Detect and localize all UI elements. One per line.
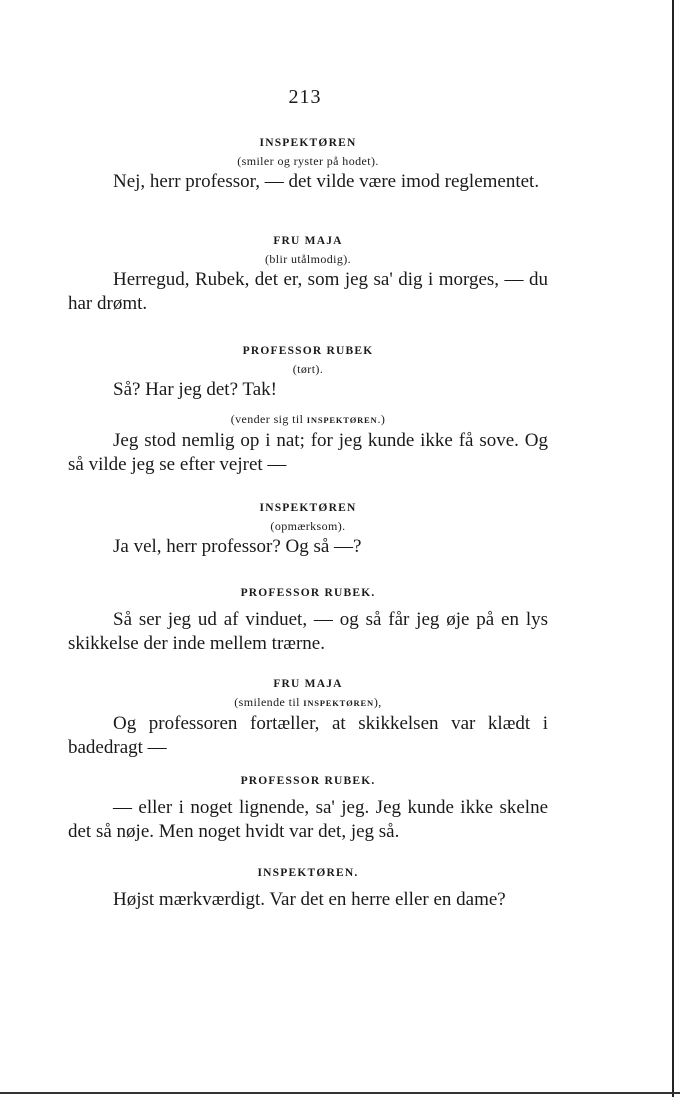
stage-direction: (opmærksom). [270,519,346,533]
dialogue-block [68,864,548,912]
speaker-name: INSPEKTØREN [259,502,357,514]
direction-text: ), [373,695,382,709]
direction-text: (smilende til [234,695,304,709]
dialogue-block [68,410,548,477]
dialogue-block [68,675,548,760]
direction-character: INSPEKTØREN [306,415,378,425]
speech-text: Så ser jeg ud af vinduet, — og så får jeg øje på en lys skikkelse der inde mellem trærne. [68,609,548,654]
speech-text: Ja vel, herr professor? Og så —? [113,536,362,557]
scan-edge-right [672,0,674,1097]
speaker-name: PROFESSOR RUBEK [242,345,374,357]
dialogue-block [68,342,548,402]
speaker-name: INSPEKTØREN [259,137,357,149]
page-number: 213 [288,86,322,108]
speech-text: Herregud, Rubek, det er, som jeg sa' dig i morges, — du har drømt. [68,269,548,314]
speech-text: Jeg stod nemlig op i nat; for jeg kunde ikke få sove. Og så vilde jeg se efter vejret — [68,430,548,475]
speech-text: Og professoren fortæller, at skikkelsen var klædt i badedragt — [68,713,548,758]
stage-direction: (blir utålmodig). [264,252,352,266]
speech-text: Så? Har jeg det? Tak! [113,379,277,400]
speaker-name: PROFESSOR RUBEK. [240,775,376,787]
dialogue-block [68,499,548,559]
speech-text: Højst mærkværdigt. Var det en herre eller en dame? [113,889,506,910]
direction-character: INSPEKTØREN [303,698,374,708]
speaker-name: INSPEKTØREN. [257,867,359,879]
dialogue-block [68,584,548,656]
direction-text: (vender sig til [230,412,307,426]
dialogue-block [68,232,548,316]
stage-direction: (smiler og ryster på hodet). [237,154,379,168]
stage-direction [68,410,548,429]
speech-text: — eller i noget lignende, sa' jeg. Jeg kunde ikke skelne det så nøje. Men noget hvidt var det, jeg så. [68,797,548,842]
stage-direction [68,693,548,712]
dialogue-block [68,772,548,844]
direction-text: .) [377,412,386,426]
speech-text: Nej, herr professor, — det vilde være imod reglementet. [113,171,540,192]
scan-edge-bottom [0,1092,680,1094]
speaker-name: PROFESSOR RUBEK. [240,587,376,599]
stage-direction: (tørt). [292,362,324,376]
dialogue-block [68,134,548,194]
speaker-name: FRU MAJA [273,678,343,690]
speaker-name: FRU MAJA [273,235,343,247]
